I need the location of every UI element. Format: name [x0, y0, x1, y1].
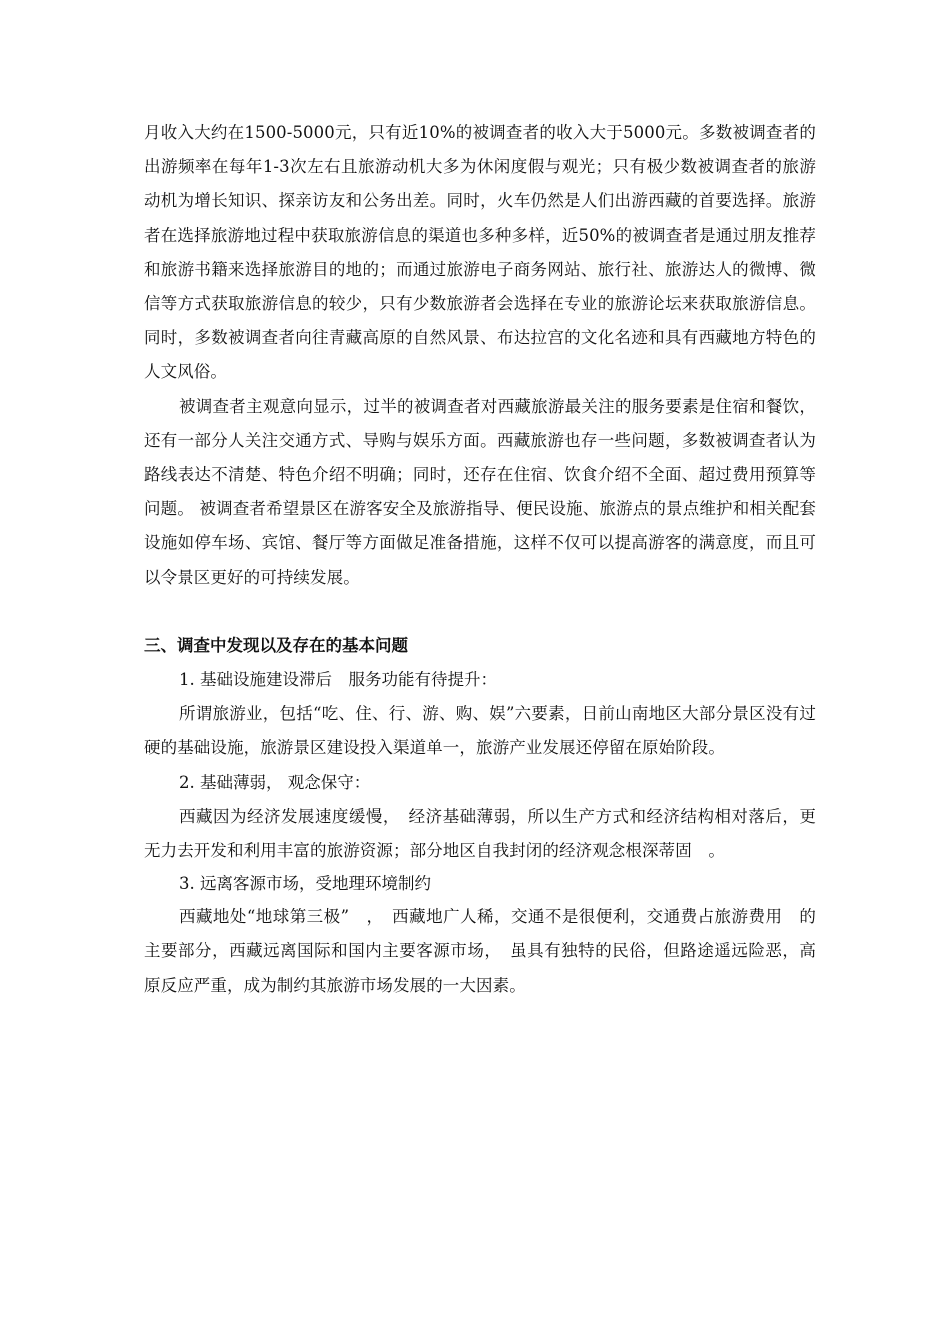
- item-3-body: 西藏地处“地球第三极” ， 西藏地广人稀，交通不是很便利，交通费占旅游费用 的主要部分，西藏远离国际和国内主要客源市场， 虽具有独特的民俗，但路途遥远险恶，高原反应严重，成为制约其旅游市场发展的一大因素。: [144, 907, 816, 995]
- item-2-title: 2. 基础薄弱， 观念保守：: [179, 772, 371, 792]
- section-spacer: [144, 595, 816, 629]
- item-2-body: 西藏因为经济发展速度缓慢， 经济基础薄弱，所以生产方式和经济结构相对落后，更无力去开发和利用丰富的旅游资源；部分地区自我封闭的经济观念根深蒂固 。: [144, 806, 816, 861]
- item-1-title: 1. 基础设施建设滞后 服务功能有待提升：: [179, 670, 497, 690]
- document-page: [144, 116, 816, 1003]
- item-1-body: 所谓旅游业，包括“吃、住、行、游、购、娱”六要素，日前山南地区大部分景区没有过硬的基础设施，旅游景区建设投入渠道单一，旅游产业发展还停留在原始阶段。: [144, 704, 816, 758]
- paragraph-survey-results: 月收入大约在1500-5000元，只有近10%的被调查者的收入大于5000元。多数被调查者的出游频率在每年1-3次左右且旅游动机大多为休闲度假与观光；只有极少数被调查者的旅游动机为增长知识、探亲访友和公务出差。同时，火车仍然是人们出游西藏的首要选择。旅游者在选择旅游地过程中获取旅游信息的渠道也多种多样，近50%的被调查者是通过朋友推荐和旅游书籍来选择旅游目的地的；而通过旅游电子商务网站、旅行社、旅游达人的微博、微信等方式获取旅游信息的较少，只有少数旅游者会选择在专业的旅游论坛来获取旅游信息。同时，多数被调查者向往青藏高原的自然风景、布达拉宫的文化名迹和具有西藏地方特色的人文风俗。: [144, 123, 816, 382]
- item-3-title: 3. 远离客源市场，受地理环境制约: [179, 874, 431, 894]
- paragraph-subjective-intent: 被调查者主观意向显示，过半的被调查者对西藏旅游最关注的服务要素是住宿和餐饮，还有一部分人关注交通方式、导购与娱乐方面。西藏旅游也存一些问题，多数被调查者认为路线表达不清楚、特色介绍不明确；同时，还存在住宿、饮食介绍不全面、超过费用预算等问题。 被调查者希望景区在游客安全及旅游指导、便民设施、旅游点的景点维护和相关配套设施如停车场、宾馆、餐厅等方面做足准备措施，这样不仅可以提高游客的满意度，而且可以令景区更好的可持续发展。: [144, 396, 816, 587]
- section-heading: 三、调查中发现以及存在的基本问题: [144, 635, 408, 655]
